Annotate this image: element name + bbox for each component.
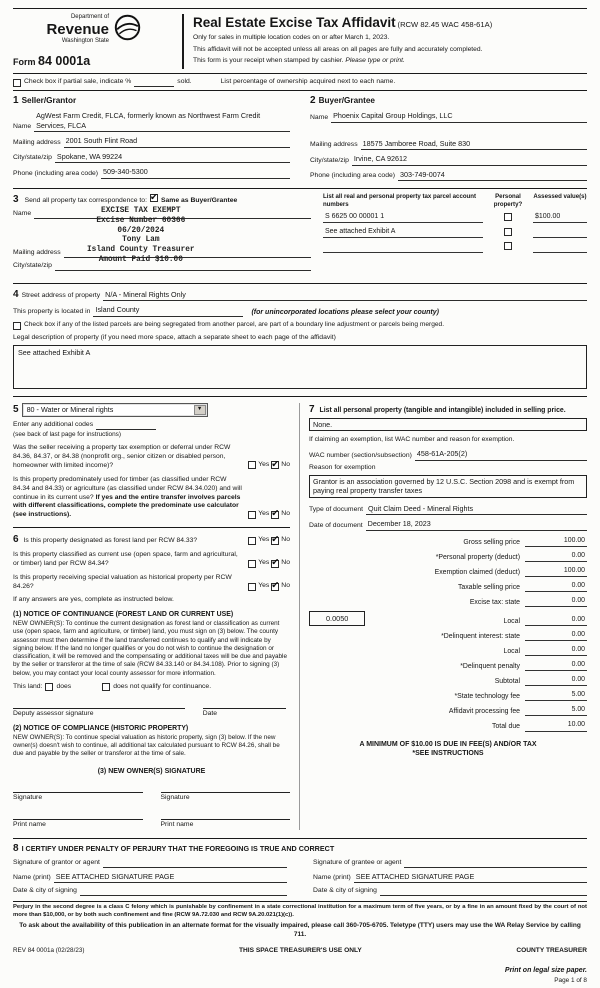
agency-block <box>13 14 173 69</box>
treasurer-space-label: THIS SPACE TREASURER'S USE ONLY <box>238 947 362 955</box>
seller-phone-label: Phone (including area code) <box>13 169 99 177</box>
notice1-body: NEW OWNER(S): To continue the current designation as forest land or classification as current use (open space, farm and agriculture, or timber) land, you must sign on (3) below. The county assessor must then determine if the land transferred continues to qualify and will indicate by signing below. If the land no longer qualifies or you do not wish to continue the designation or classification, it will be removed and the compensating or additional taxes will be due and payable by the seller or transferor at the time of sale (RCW 84.33.140 or 84.34.108). Prior to signing (3) below, you may contact your local county assessor for more information. <box>13 620 287 677</box>
affidavit-processing-fee-field[interactable]: 5.00 <box>525 705 587 716</box>
percent-sold-field[interactable] <box>134 79 174 87</box>
new-owner-signature-title: (3) NEW OWNER(S) SIGNATURE <box>97 767 206 775</box>
wac-number-label: WAC number (section/subsection) <box>309 451 412 459</box>
section1-title: Seller/Grantor <box>21 96 77 106</box>
located-in-label: This property is located in <box>13 307 91 315</box>
notice1-title: (1) NOTICE OF CONTINUANCE (FOREST LAND OR CURRENT USE) <box>13 611 234 619</box>
doc-date-field[interactable]: December 18, 2023 <box>366 519 587 531</box>
page-number: Page 1 of 8 <box>554 976 587 984</box>
s6-q1-text: 6 Is this property designated as forest land per RCW 84.33? <box>13 534 198 546</box>
form-number: Form 84 0001a <box>13 53 91 68</box>
legal-description-label: Legal description of property (if you need more space, attach a separate sheet to each page of the affidavit) <box>13 333 336 341</box>
corr-city-label: City/state/zip <box>13 262 52 270</box>
personal-property-checkbox[interactable] <box>504 213 512 221</box>
tax-correspondence-block <box>13 193 323 277</box>
delinquent-interest-state-field[interactable]: 0.00 <box>525 630 587 641</box>
excise-tax-local-field[interactable]: 0.00 <box>525 615 587 626</box>
dept-line1: Department of <box>70 14 109 20</box>
form-footer <box>13 901 587 985</box>
buyer-phone-label: Phone (including area code) <box>310 172 396 180</box>
grantee-date-label: Date & city of signing <box>313 887 377 895</box>
section2-number: 2 <box>310 95 316 107</box>
section6 <box>13 527 290 829</box>
ownership-note: List percentage of ownership acquired next to each name. <box>220 78 396 86</box>
seller-address-field[interactable]: 2001 South Flint Road <box>64 136 290 148</box>
s6-q2-answer: Yes ✔ No <box>248 559 290 569</box>
assessed-value-field[interactable] <box>533 244 587 253</box>
parcel-number-field[interactable]: See attached Exhibit A <box>323 227 483 238</box>
section1-number: 1 <box>13 95 19 107</box>
partial-sale-row <box>13 74 587 91</box>
s6-q3-text: Is this property receiving special valuation as historical property per RCW 84.26? <box>13 574 232 591</box>
grantor-date-field[interactable] <box>80 887 287 896</box>
this-land-label: This land: <box>13 682 43 690</box>
seller-city-field[interactable]: Spokane, WA 99224 <box>55 152 290 164</box>
form-title-rcw: (RCW 82.45 WAC 458-61A) <box>397 20 493 29</box>
s5-q1-answer: Yes ✔ No <box>248 461 290 471</box>
parcel-table <box>323 193 587 277</box>
revenue-logo-icon <box>114 14 141 41</box>
doc-type-field[interactable]: Quit Claim Deed - Mineral Rights <box>366 504 587 516</box>
header-note-1: Only for sales in multiple location codes on or after March 1, 2023. <box>193 34 390 42</box>
agency-name: Revenue <box>46 20 109 38</box>
certify-statement: I CERTIFY UNDER PENALTY OF PERJURY THAT THE FOREGOING IS TRUE AND CORRECT <box>21 843 335 853</box>
section8-number: 8 <box>13 842 19 854</box>
parcel-row <box>323 227 587 238</box>
parcel-number-field[interactable] <box>323 244 483 253</box>
section7 <box>300 403 587 830</box>
perjury-notice: Perjury in the second degree is a class C felony which is punishable by confinement in a state correctional institution for a maximum term of five years, or by a fine in an amount fixed by the court of not more than $10,000, or by both such confinement and fine (RCW 9A.72.030 and RCW 9A.20.021(1)(c)). <box>13 901 587 919</box>
same-as-buyer-checkbox[interactable] <box>150 194 158 202</box>
section5 <box>13 403 290 521</box>
seller-name-field[interactable]: AgWest Farm Credit, FLCA, formerly known as Northwest Farm Credit Services, FLCA <box>34 111 290 132</box>
main-columns <box>13 397 587 830</box>
segregated-checkbox[interactable] <box>13 322 21 330</box>
form-title: Real Estate Excise Tax Affidavit <box>193 15 396 30</box>
buyer-city-label: City/state/zip <box>310 156 349 164</box>
rev-number: REV 84 0001a (02/28/23) <box>13 947 85 955</box>
header-note-2: This affidavit will not be accepted unless all areas on all pages are fully and accurately completed. <box>193 45 483 53</box>
land-qualify-row <box>13 683 290 692</box>
land-use-code-value: 80 - Water or Mineral rights <box>26 404 114 414</box>
correspondence-label: Send all property tax correspondence to: <box>24 197 147 205</box>
buyer-name-label: Name <box>310 113 329 121</box>
corr-address-label: Mailing address <box>13 249 61 257</box>
excise-tax-state-field[interactable]: 0.00 <box>525 596 587 607</box>
s5-q2-no-checkbox[interactable] <box>271 511 279 519</box>
does-not-label: does not qualify for continuance. <box>113 682 212 690</box>
legal-size-note: Print on legal size paper. <box>504 966 587 974</box>
personal-property-col-header: Personal property? <box>493 193 523 208</box>
doc-type-label: Type of document <box>309 506 364 514</box>
land-does-not-checkbox[interactable] <box>102 683 110 691</box>
s5-q1-text: Was the seller receiving a property tax exemption or deferral under RCW 84.36, 84.37, or 84.38 (nonprofit org., senior citizen or disabled person, homeowner with limited income)? <box>13 444 231 469</box>
s5-q1-no-checkbox[interactable] <box>271 461 279 469</box>
left-column <box>13 403 300 830</box>
section3-number: 3 <box>13 194 19 206</box>
personal-property-field[interactable]: None. <box>309 418 587 432</box>
s6-q3-answer: Yes ✔ No <box>248 582 290 592</box>
delinquent-interest-local-field[interactable]: 0.00 <box>525 645 587 656</box>
street-address-field[interactable]: N/A - Mineral Rights Only <box>103 290 587 302</box>
header-note-3: This form is your receipt when stamped by cashier. Please type or print. <box>193 57 405 64</box>
parcel-col-header: List all real and personal property tax parcel account numbers <box>322 193 477 208</box>
tax-computation: Gross selling price 100.00 *Personal property (deduct) 0.00 Exemption claimed (deduct) 100.00 Taxable selling price 0.00 Excise tax: state 0.00 0.0050 Local 0.00 *Delinquent interest: state 0.00 Local 0.00 *Delinquent penalty 0.00 Subtotal 0.00 *State technology fee 5.00 Affidavit processing fee 5.00 Total due 10.00 <box>309 536 587 732</box>
seller-block <box>13 94 290 181</box>
local-rate-field[interactable]: 0.0050 <box>309 611 365 626</box>
county-field[interactable]: Island County <box>93 305 243 317</box>
doc-date-label: Date of document <box>309 521 363 529</box>
if-any-note: If any answers are yes, complete as instructed below. <box>13 596 174 604</box>
s6-q1-yes-checkbox[interactable] <box>248 537 256 545</box>
exemption-claimed-field[interactable]: 100.00 <box>525 566 587 577</box>
land-does-checkbox[interactable] <box>45 683 53 691</box>
parcel-row <box>323 242 587 252</box>
section8 <box>13 838 587 902</box>
buyer-address-label: Mailing address <box>310 141 358 149</box>
minimum-due-note: A MINIMUM OF $10.00 IS DUE IN FEE(S) AND/OR TAX *SEE INSTRUCTIONS <box>359 740 537 758</box>
treasurer-stamp: EXCISE TAX EXEMPT Excise Number 60366 06/20/2024 Tony Lam Island County Treasurer Amount Paid $10.00 <box>87 207 195 264</box>
alt-format-notice: To ask about the availability of this publication in an alternate format for the visually impaired, please call 360-705-6705. Teletype (TTY) users may use the WA Relay Service by calling 711. <box>19 922 581 938</box>
s6-q1-no-checkbox[interactable] <box>271 537 279 545</box>
s6-q3-yes-checkbox[interactable] <box>248 583 256 591</box>
section5-number: 5 <box>13 403 19 415</box>
grantor-signature-label: Signature of grantor or agent <box>13 858 100 866</box>
partial-sale-label: Check box if partial sale, indicate % <box>24 78 132 86</box>
s5-q1-yes-checkbox[interactable] <box>248 461 256 469</box>
dept-line3: Washington State <box>61 37 109 44</box>
personal-property-deduct-field[interactable]: 0.00 <box>525 551 587 562</box>
s6-q3-no-checkbox[interactable] <box>271 583 279 591</box>
deputy-date-field[interactable]: Date <box>203 708 286 719</box>
state-technology-fee-field[interactable]: 5.00 <box>525 690 587 701</box>
taxable-selling-price-field[interactable]: 0.00 <box>525 581 587 592</box>
wac-number-field[interactable]: 458-61A-205(2) <box>415 449 587 461</box>
county-note: (for unincorporated locations please select your county) <box>251 308 439 316</box>
grantor-printname-field[interactable]: SEE ATTACHED SIGNATURE PAGE <box>54 872 287 884</box>
new-owner-signature-field-2[interactable]: Signature <box>161 792 291 803</box>
seller-phone-field[interactable]: 509-340-5300 <box>101 167 290 179</box>
partial-sale-checkbox[interactable] <box>13 79 21 87</box>
seller-address-label: Mailing address <box>13 138 61 146</box>
buyer-block <box>310 94 587 181</box>
assessed-value-col-header: Assessed value(s) <box>533 193 587 201</box>
additional-codes-label: Enter any additional codes <box>13 420 94 428</box>
segregated-label: Check box if any of the listed parcels are being segregated from another parcel, are part of a boundary line adjustment or parcels being merged. <box>24 320 445 328</box>
land-use-code-select[interactable] <box>22 403 208 417</box>
buyer-city-field[interactable]: Irvine, CA 92612 <box>352 154 587 166</box>
notice2-body: NEW OWNER(S): To continue special valuation as historic property, sign (3) below. If the new owner(s) doesn't wish to continue, all additional tax calculated pursuant to RCW 84.26, shall be due and payable by the seller or transferor at the time of sale. <box>13 733 280 758</box>
county-treasurer-label: COUNTY TREASURER <box>516 947 587 955</box>
parties-section <box>13 91 587 189</box>
buyer-phone-field[interactable]: 303-749-0074 <box>398 170 587 182</box>
does-label: does <box>56 682 72 690</box>
legal-description-field[interactable]: See attached Exhibit A <box>13 345 587 389</box>
additional-codes-field[interactable] <box>96 422 156 430</box>
section2-title: Buyer/Grantee <box>318 96 375 106</box>
new-owner-signature-field-1[interactable]: Signature <box>13 792 143 803</box>
grantor-date-label: Date & city of signing <box>13 887 77 895</box>
notice2-title: (2) NOTICE OF COMPLIANCE (HISTORIC PROPERTY) <box>13 724 189 732</box>
gross-selling-price-field[interactable]: 100.00 <box>525 536 587 547</box>
sold-label: sold. <box>177 78 192 86</box>
s5-q2-answer: Yes ✔ No <box>248 510 290 520</box>
street-address-label: Street address of property <box>21 292 101 300</box>
subtotal-field[interactable]: 0.00 <box>525 675 587 686</box>
grantee-signature-field[interactable] <box>404 859 587 868</box>
buyer-address-field[interactable]: 18575 Jamboree Road, Suite 830 <box>361 139 587 151</box>
section4 <box>13 284 587 396</box>
new-owner-printname-field-1[interactable]: Print name <box>13 819 143 830</box>
total-due-field[interactable]: 10.00 <box>525 720 587 731</box>
s6-q1-answer: Yes ✔ No <box>248 536 290 546</box>
s5-q2-text: Is this property predominately used for timber (as classified under RCW 84.34 and 84.33) or agriculture (as classified under RCW 84.34.020) and will continue in its current use? If yes and the entire transfer involves parcels with different classifications, complete the predominate use calculator (see instructions). <box>13 475 242 519</box>
section4-number: 4 <box>13 289 19 301</box>
parcel-number-field[interactable]: S 6625 00 00001 1 <box>323 212 483 223</box>
grantee-name-label: Name (print) <box>313 874 351 882</box>
chevron-down-icon[interactable]: ▼ <box>194 405 206 415</box>
assessed-value-field[interactable] <box>533 229 587 238</box>
header-divider <box>182 14 184 69</box>
grantee-date-field[interactable] <box>380 887 587 896</box>
exemption-note: If claiming an exemption, list WAC number and reason for exemption. <box>309 436 515 444</box>
section3 <box>13 189 587 284</box>
personal-property-checkbox[interactable] <box>504 242 512 250</box>
grantee-printname-field[interactable]: SEE ATTACHED SIGNATURE PAGE <box>354 872 587 884</box>
grantor-name-label: Name (print) <box>13 874 51 882</box>
form-header <box>13 8 587 74</box>
same-as-buyer-label: Same as Buyer/Grantee <box>160 197 238 205</box>
new-owner-printname-field-2[interactable]: Print name <box>161 819 291 830</box>
s6-q2-yes-checkbox[interactable] <box>248 560 256 568</box>
s7-intro: 7 List all personal property (tangible and intangible) included in selling price. <box>309 403 566 415</box>
parcel-row <box>323 212 587 223</box>
grantee-signature-label: Signature of grantee or agent <box>313 858 402 866</box>
personal-property-checkbox[interactable] <box>504 228 512 236</box>
grantor-signature-field[interactable] <box>103 859 287 868</box>
corr-name-label: Name <box>13 210 32 218</box>
s6-q2-no-checkbox[interactable] <box>271 560 279 568</box>
codes-note: (see back of last page for instructions) <box>13 430 121 438</box>
assessed-value-field[interactable]: $100.00 <box>533 212 587 223</box>
seller-city-label: City/state/zip <box>13 154 52 162</box>
buyer-name-field[interactable]: Phoenix Capital Group Holdings, LLC <box>331 111 587 123</box>
reason-label: Reason for exemption <box>309 463 376 471</box>
seller-name-label: Name <box>13 123 32 131</box>
deputy-assessor-signature-field[interactable]: Deputy assessor signature <box>13 708 185 719</box>
exemption-reason-field[interactable]: Grantor is an association governed by 12 U.S.C. Section 2098 and is exempt from paying real property transfer taxes <box>309 475 587 498</box>
s6-q2-text: Is this property classified as current use (open space, farm and agricultural, or timber) land per RCW 84.34? <box>13 551 238 568</box>
s5-q2-yes-checkbox[interactable] <box>248 511 256 519</box>
delinquent-penalty-field[interactable]: 0.00 <box>525 660 587 671</box>
